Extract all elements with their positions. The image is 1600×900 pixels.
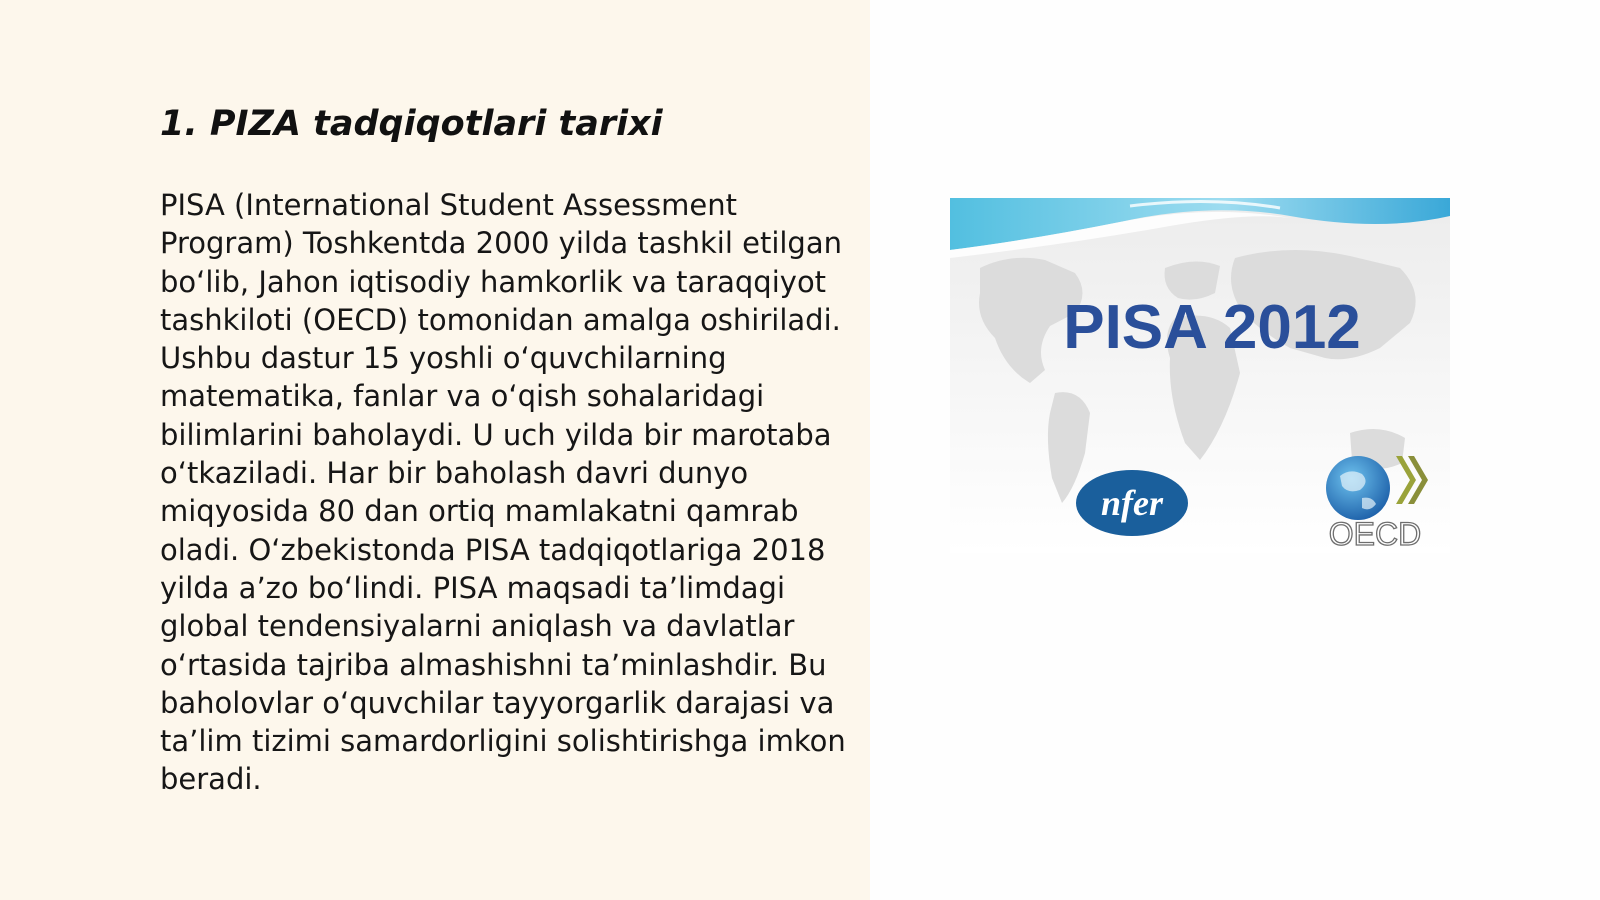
slide-body-text: PISA (International Student Assessment Program) Toshkentda 2000 yilda tashkil etilgan bo‘lib, Jahon iqtisodiy hamkorlik va taraqqiyot tashkiloti (OECD) tomonidan amalga oshiriladi. Ushbu dastur 15 yoshli o‘quvchilarning matematika, fanlar va o‘qish sohalaridagi bilimlarini baholaydi. U uch yilda bir marotaba o‘tkaziladi. Har bir baholash davri dunyo miqyosida 80 dan ortiq mamlakatni qamrab oladi. O‘zbekistonda PISA tadqiqotlariga 2018 yilda a’zo bo‘lindi. PISA maqsadi ta’limdagi global tendensiyalarni aniqlash va davlatlar o‘rtasida tajriba almashishni ta’minlashdir. Bu baholovlar o‘quvchilar tayyorgarlik darajasi va ta’lim tizimi samardorligini solishtirishga imkon beradi. xyxy=(160,188,846,797)
oecd-logo-text: OECD xyxy=(1328,516,1422,552)
pisa-headline: PISA 2012 xyxy=(1063,293,1361,362)
slide-title: 1. PIZA tadqiqotlari tarixi xyxy=(160,104,663,144)
pisa-2012-image xyxy=(950,198,1450,553)
nfer-logo-icon xyxy=(1076,470,1188,536)
nfer-logo-text: nfer xyxy=(1101,483,1163,523)
